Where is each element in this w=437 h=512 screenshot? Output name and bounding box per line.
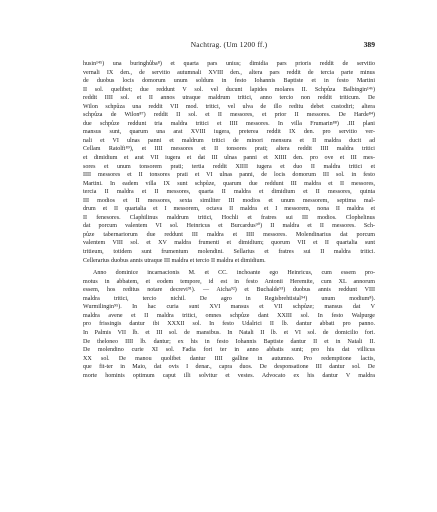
text-line: XX sol. De manou quolibet dantur IIII galline in autumno. Pro redemptione lactis, (83, 355, 375, 362)
text-line: vernali IX den., de servitio autumnali XVIII den., altera pars reddit de tercia parte minus (83, 69, 375, 76)
text-line: motus in abbatem, et eodem tempore, id est in festo Antonii Heremite, cum XL annorum (83, 278, 375, 285)
text-line: De theloneo IIII lb. dantur; ex his in festo Iohannis Baptiste dantur II et in Natali II. (83, 338, 375, 345)
text-line: In Palmis VII lb. et III sol. de mansibus. In Natali II lb. et VI sol. de domicilio fori. (83, 329, 375, 336)
text-line: II fenesores. Claphilinus maldrum tritici, Hochli et fratres sui III modios. Clophelinus (83, 214, 375, 221)
text-line: Wurmilingin⁹⁵). In hac curia sunt XVI mansus et VII schpůze; mansus dat V (83, 304, 375, 311)
text-line: dat porcum valentem VI sol. Heinricus et Burcardus⁹⁰) II maldra et II messores. Sch- (83, 223, 375, 230)
paragraph-2 (83, 269, 375, 380)
text-line: valentem VIII sol. et XV maldra frumenti et dimidium; quorum VII et II quartalia sunt (83, 240, 375, 247)
text-line: Martini. In eadem villa IX sunt schpůze, quarum due reddunt III maldra et II messores, (83, 180, 375, 187)
paragraph-1 (83, 60, 375, 265)
text-line: et dimidium et arat VII iugera et dat III ulnas panni et XIIII den. pro ove et III mes- (83, 155, 375, 162)
text-line: Anno dominice incarnacionis M. et CC. inchoante ego Heinricus, cum essem pro- (93, 270, 375, 277)
text-line: due schpůze reddunt tria maldra tritici et IIII messores. In villa Frumarin⁸⁸) .III plani (83, 120, 375, 127)
text-line: morte hominis optimum caput illi solvitur et vestes. Advocato ex his dantur V maldra (83, 372, 375, 379)
text-line: essem, hos reditus notare decrevi⁹¹). — Aicha⁹²) et Buchalde⁹³) duobus annis reddunt VIII (83, 287, 375, 294)
text-line: tritieum, totidem sunt frumentum molendini. Sellarius et fratres sui II maldra tritici. (83, 249, 375, 256)
text-line: De molendino curie XI sol. Fadia fori ter in anno abbatis sunt; pro his dat villicus (83, 347, 375, 354)
text-line: Wilon schpůza una reddit VII mod. tritici, vel ulva de illo reditu debet custodiri; altera (83, 103, 375, 110)
text-line: tercia II maldra et II messores, quarta II maldra et dimidium et II messores, quinta (83, 189, 375, 196)
text-line: schpůza de Wilon⁸⁷) reddit II sol. et II messores, et prior II messores. De Harde⁸⁴) (83, 112, 375, 119)
text-line: IIII messores et II tonsores prati et VI ulnas panni, de locis domorum III sol. in festo (83, 172, 375, 179)
running-head: Nachtrag. (Um 1200 ff.) (190, 40, 268, 49)
text-line: půze tabernariorum due reddunt III maldra et IIII messores. Molendinarius dat porcum (83, 231, 375, 238)
text-line: de duobus locis domorum unum soldum in festo Iohannis Baptiste et in festo Martini (83, 78, 375, 85)
text-line: reddit IIII sol. et II annos utraque maldrum tritici, anno tercio non reddit triticum. De (83, 95, 375, 102)
text-line: maldra tritici, tercio nichil. De agro in Regisbrehtistal⁹⁴) unum modium⁸). (83, 295, 375, 302)
text-line: mansus sunt, quarum una arat XVIII iugera, preterea reddit IX den. pro servitio ver- (83, 129, 375, 136)
text-line: Cellerarius duobus annis utraque III maldra et tercio II maldra et dimidium. (83, 257, 266, 264)
page-header (83, 40, 375, 52)
text-line: III modios et II messores, sexta similiter III modios et unum messorem, septima mal- (83, 197, 375, 204)
page-number: 389 (363, 40, 375, 49)
text-line: Cellam Ratolfi⁸⁹), et IIII messores et II tonsores prati; altera reddit IIII maldra tritici (83, 146, 375, 153)
text-line: nali et VI ulnas panni et maldrum tritici de minori mensura et II maldra ducit ad (83, 137, 375, 144)
text-line: husin¹⁴⁵) una buringhůba⁸) et quarta pars unius; dimidia pars prioris reddit de servitio (83, 61, 375, 67)
body-text (83, 60, 375, 380)
text-line: drum et II quartalia et I messorem, octava II maldra et I messorem, nona II maldra et (83, 206, 375, 213)
text-line: pro frissingis dantur ibi XXXII sol. In festo Udalrici II lb. dantur abbati pro panno. (83, 321, 375, 328)
text-line: sores et unum tonsorem prati; tertia reddit XIIII iugera et duo II maldra tritici et (83, 163, 375, 170)
text-line: II sol. quelibet; due reddunt V sol. vel ducunt lapides molares II. Schpůza Balbingin¹⁴⁶) (83, 86, 375, 93)
text-line: maldra avene et II maldra tritici, omnes schpůze dant XXIII sol. In festo Walpurge (83, 312, 375, 319)
text-line: que fit-ter in Maio, dat ovis I denar., capra duos. De desponsatione III dantur sol. De (83, 364, 375, 371)
